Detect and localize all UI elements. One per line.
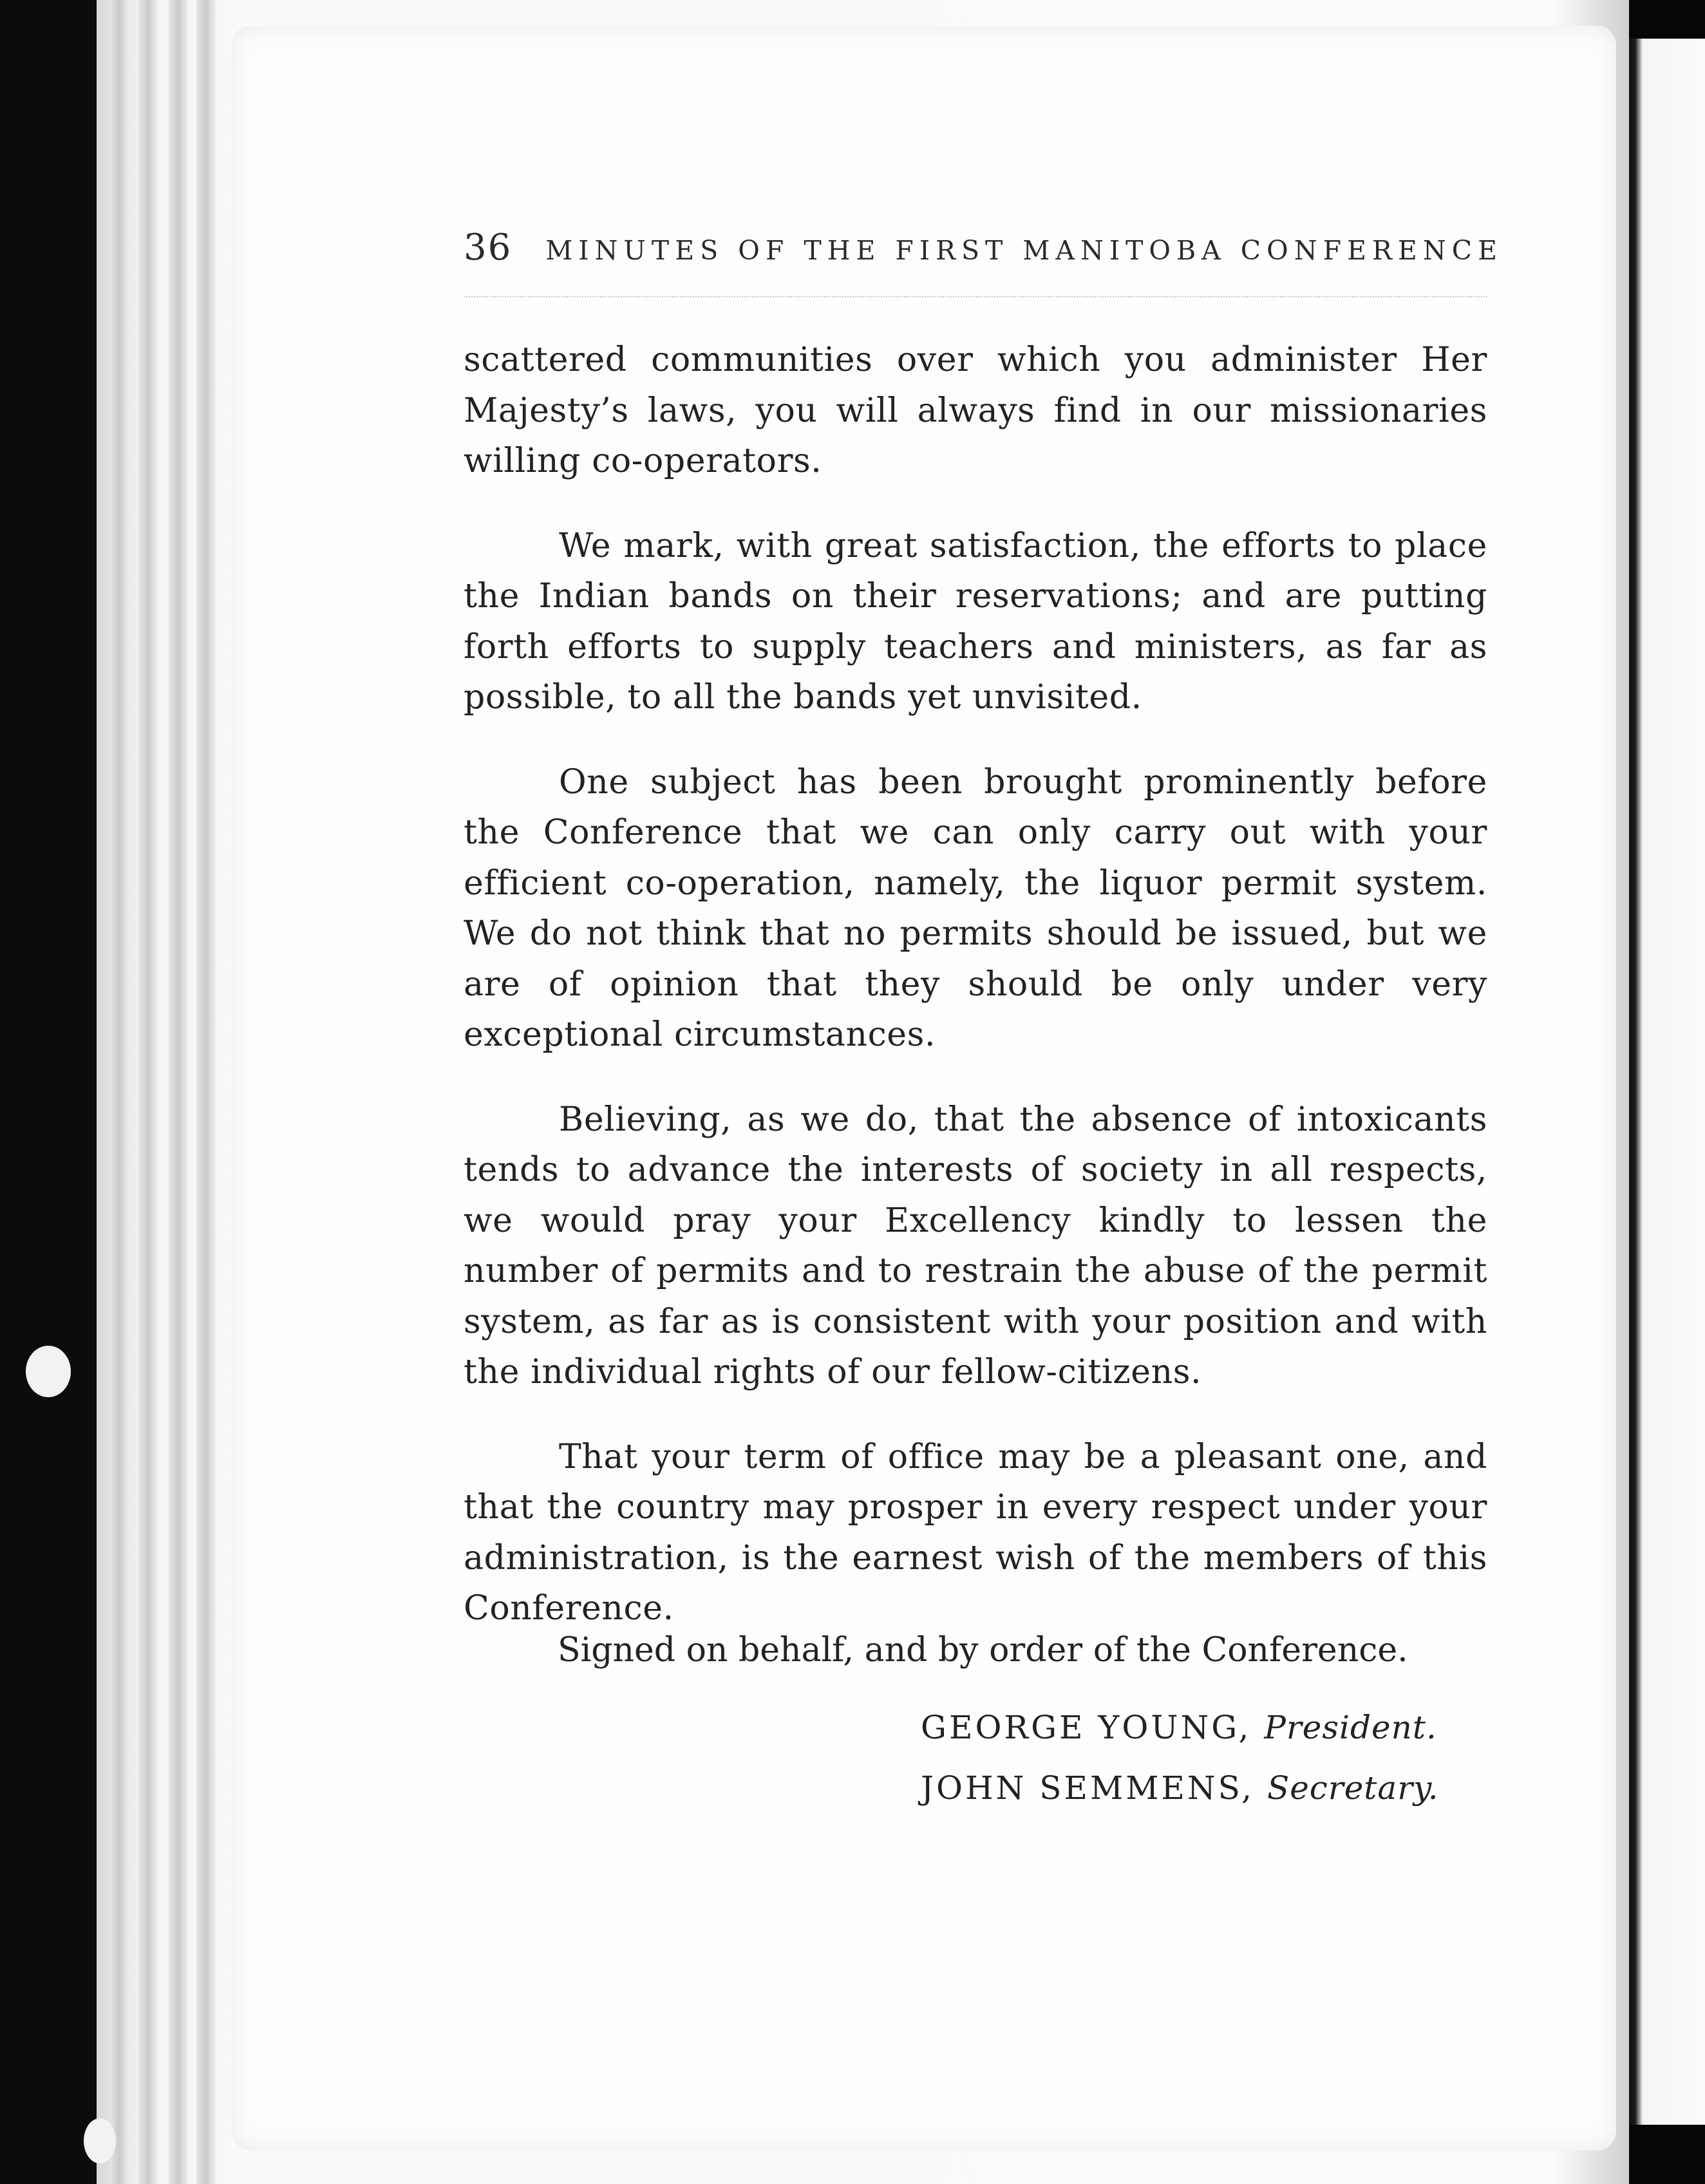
signature-president (921, 1705, 1437, 1750)
paragraph: scattered communities over which you administer Her Majesty’s laws, you will always find in our missionaries willing co-operators. (464, 341, 1487, 480)
page-stack-edge (138, 0, 158, 2184)
signatory-role: President. (1264, 1709, 1437, 1746)
facing-page-edge (1629, 39, 1705, 2125)
signature-secretary (921, 1765, 1439, 1811)
signatory-role: Secretary. (1267, 1769, 1439, 1807)
scan-artifact (84, 2118, 116, 2163)
body-text (464, 335, 1487, 1668)
header-divider (464, 296, 1487, 297)
signatory-name: GEORGE YOUNG, (921, 1709, 1252, 1746)
paragraph: Believing, as we do, that the absence of intoxicants tends to advance the interests of society in all respects, we would pray your Excellency kindly to lessen the number of permits and to restrain the abuse of the permit system, as far as is consistent with your position and with the individual rights of our fellow-citizens. (464, 1100, 1487, 1391)
page-stack-edge (109, 0, 129, 2184)
signatory-name: JOHN SEMMENS, (921, 1769, 1255, 1807)
running-header (464, 227, 1503, 278)
page-number: 36 (464, 227, 513, 268)
page-stack-edge (196, 0, 216, 2184)
paragraph: That your term of office may be a pleasant one, and that the country may prosper in every respect under your administration, is the earnest wish of the members of this Conference. (464, 1437, 1487, 1628)
paragraph: One subject has been brought prominently before the Conference that we can only carry out with your efficient co-operation, namely, the liquor permit system. We do not think that no permits should be issued, but we are of opinion that they should be only under very exceptional circumstances. (464, 762, 1487, 1054)
signoff-line: Signed on behalf, and by order of the Conference. (558, 1631, 1408, 1670)
page-stack-edge (169, 0, 188, 2184)
scan-artifact (26, 1346, 71, 1397)
paragraph: We mark, with great satisfaction, the efforts to place the Indian bands on their reservations; and are putting forth efforts to supply teachers and ministers, as far as possible, to all the bands yet unvisited. (464, 526, 1487, 717)
running-head-title: MINUTES OF THE FIRST MANITOBA CONFERENCE (545, 235, 1503, 266)
